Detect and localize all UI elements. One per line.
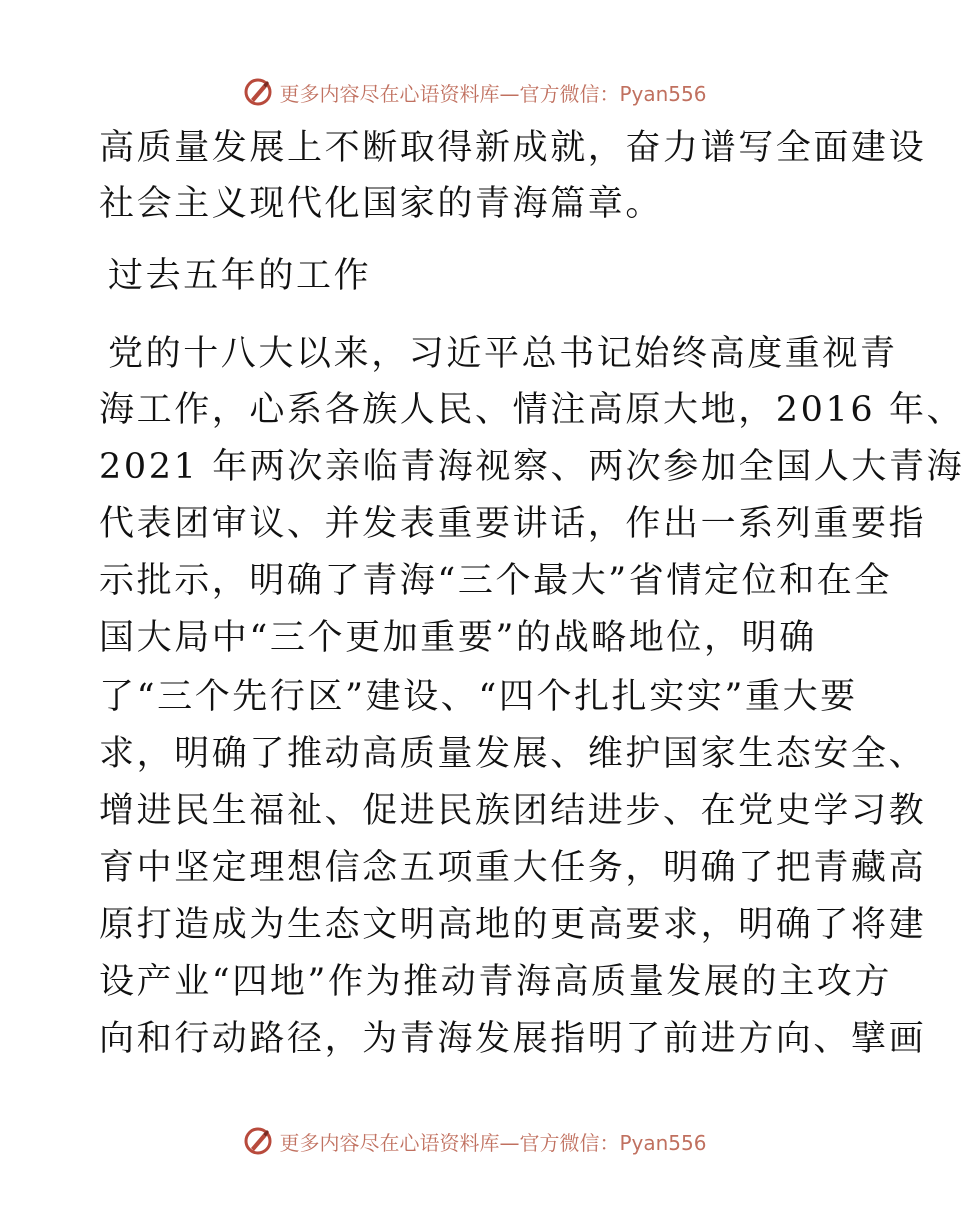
text-line: 代表团审议、并发表重要讲话，作出一系列重要指 bbox=[99, 504, 927, 544]
text-line: 设产业“四地”作为推动青海高质量发展的主攻方 bbox=[99, 962, 892, 1002]
pen-circle-logo-icon bbox=[243, 1126, 273, 1156]
footer-watermark-text: 更多内容尽在心语资料库—官方微信：Pyan556 bbox=[279, 1130, 707, 1155]
pen-circle-logo-icon bbox=[243, 77, 273, 107]
text-line: 党的十八大以来，习近平总书记始终高度重视青 bbox=[108, 334, 898, 374]
text-line: 求，明确了推动高质量发展、维护国家生态安全、 bbox=[99, 734, 927, 774]
footer-watermark-banner bbox=[0, 1121, 950, 1161]
text-line: 高质量发展上不断取得新成就，奋力谱写全面建设 bbox=[99, 128, 927, 168]
text-line: 海工作，心系各族人民、情注高原大地，2016 年、 bbox=[99, 390, 964, 430]
text-line: 增进民生福祉、促进民族团结进步、在党史学习教 bbox=[99, 791, 927, 831]
text-line: 示批示，明确了青海“三个最大”省情定位和在全 bbox=[99, 561, 892, 601]
text-line: 了“三个先行区”建设、“四个扎扎实实”重大要 bbox=[99, 677, 858, 717]
text-line: 育中坚定理想信念五项重大任务，明确了把青藏高 bbox=[99, 848, 927, 888]
text-line: 社会主义现代化国家的青海篇章。 bbox=[99, 184, 664, 224]
header-watermark-text: 更多内容尽在心语资料库—官方微信：Pyan556 bbox=[279, 81, 707, 106]
text-line: 原打造成为生态文明高地的更高要求，明确了将建 bbox=[99, 905, 927, 945]
text-line: 向和行动路径，为青海发展指明了前进方向、擘画 bbox=[99, 1019, 927, 1059]
text-line: 2021 年两次亲临青海视察、两次参加全国人大青海 bbox=[99, 447, 964, 487]
section-heading: 过去五年的工作 bbox=[108, 256, 372, 296]
text-line: 国大局中“三个更加重要”的战略地位，明确 bbox=[99, 618, 817, 658]
header-watermark-banner bbox=[0, 72, 950, 112]
